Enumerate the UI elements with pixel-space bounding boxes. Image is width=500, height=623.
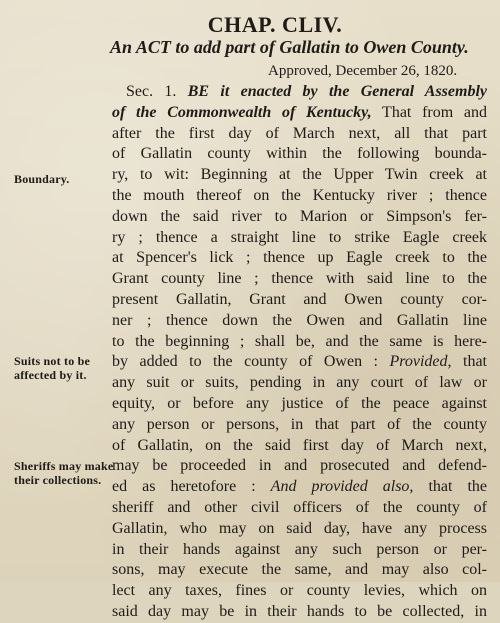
body-line [112, 124, 487, 145]
body-line [112, 82, 487, 103]
body-line [112, 477, 487, 498]
body-text-run: Gallatin, who may on said day, have any process [112, 519, 487, 537]
body-text-run: ed as heretofore : [112, 478, 271, 496]
body-text-run: the mouth thereof on the Kentucky river ; thence [112, 186, 487, 204]
body-text-run: any person or persons, in that part of the county [112, 415, 487, 433]
italic-text-run: BE it enacted by the General Assembly [187, 83, 487, 100]
body-line [112, 456, 487, 477]
body-line [112, 581, 487, 602]
body-line [112, 207, 487, 228]
margin-note-suits: Suits not to be affected by it. [14, 354, 91, 382]
body-text-run: equity, or before any justice of the peace against [112, 394, 487, 412]
chapter-heading: CHAP. CLIV. [207, 12, 343, 37]
italic-text-run: Provided, [389, 353, 452, 371]
body-text-run: ry ; thence a straight line to strike Eagle creek [112, 228, 487, 246]
body-text-run: sheriff and other civil officers of the county of [112, 498, 487, 516]
body-line [112, 228, 487, 249]
body-text-run: of Gallatin, on the said first day of March next, [112, 436, 487, 454]
body-text-run: That from and [371, 103, 488, 121]
body-text-run: any suit or suits, pending in any court of law or [112, 374, 487, 392]
body-line [112, 560, 487, 581]
body-text-run: of Gallatin county within the following bounda- [112, 145, 487, 163]
body-text-run: ry, to wit: Beginning at the Upper Twin creek at [112, 166, 487, 184]
body-line [112, 415, 487, 436]
body-line [112, 269, 487, 290]
body-text-run: to the beginning ; shall be, and the same is here- [112, 332, 487, 350]
body-line [112, 311, 487, 332]
body-line [112, 165, 487, 186]
italic-text-run: of the Commonwealth of Kentucky, [112, 103, 372, 121]
body-text-run: present Gallatin, Grant and Owen county cor- [112, 290, 487, 308]
approval-date: Approved, December 26, 1820. [268, 63, 458, 79]
body-text-run: ner ; thence down the Owen and Gallatin line [112, 311, 487, 329]
body-line [112, 332, 487, 353]
section-body [112, 82, 487, 623]
body-line [112, 144, 487, 165]
body-text-run: sons, may execute the same, and may also col- [112, 561, 487, 579]
body-line [112, 394, 487, 415]
body-text-run: at Spencer's lick ; thence up Eagle creek to the [112, 249, 487, 267]
body-line [112, 248, 487, 269]
body-line [112, 436, 487, 457]
act-title: An ACT to add part of Gallatin to Owen County. [110, 37, 469, 57]
body-line [112, 186, 487, 207]
body-line [112, 352, 487, 373]
body-line [112, 602, 487, 623]
body-text-run: lect any taxes, fines or county levies, which on [112, 582, 487, 600]
body-line [112, 373, 487, 394]
italic-text-run: And provided also, [270, 478, 414, 496]
body-text-run: down the said river to Marion or Simpson's fer- [112, 207, 487, 225]
body-text-run: that [451, 353, 487, 371]
body-text-run: Grant county line ; thence with said line to the [112, 270, 487, 288]
margin-note-sheriffs: Sheriffs may make their collections. [14, 459, 114, 487]
body-text-run: Sec. 1. [126, 83, 188, 100]
body-line [112, 290, 487, 311]
body-text-run: after the first day of March next, all that part [112, 124, 487, 142]
margin-note-boundary: Boundary. [14, 172, 70, 186]
body-text-run: in their hands against any such person or per- [112, 540, 487, 558]
body-line [112, 103, 487, 124]
body-text-run: may be proceeded in and prosecuted and defend- [112, 457, 487, 475]
body-line [112, 498, 487, 519]
body-text-run: said day may be in their hands to be collected, in [112, 602, 487, 620]
body-line [112, 540, 487, 561]
body-line [112, 519, 487, 540]
body-text-run: that the [413, 478, 488, 496]
body-text-run: by added to the county of Owen : [112, 353, 390, 371]
